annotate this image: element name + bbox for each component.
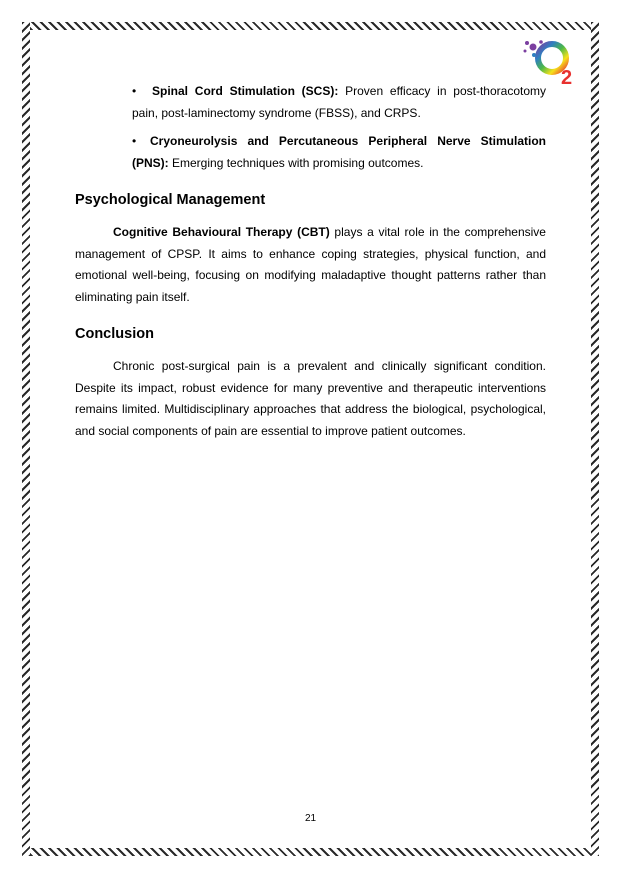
list-item-lead: Cryoneurolysis and Percutaneous Peripheral Nerve Stimulation (PNS): — [132, 134, 546, 170]
page-border-top — [22, 22, 599, 30]
technique-list — [132, 80, 546, 174]
o2-logo-icon — [522, 38, 580, 86]
page-border-left — [22, 22, 30, 856]
list-item-lead: Spinal Cord Stimulation (SCS): — [152, 84, 339, 98]
page-number: 21 — [304, 813, 317, 824]
list-item-text: Emerging techniques with promising outcomes. — [168, 156, 424, 170]
psychological-paragraph — [75, 222, 546, 308]
conclusion-paragraph: Chronic post-surgical pain is a prevalent and clinically significant condition. Despite its impact, robust evidence for many preventive and therapeutic interventions remains limited. Multidisciplinary approaches that address the biological, psychological, and social components of pain are essential to improve patient outcomes. — [75, 359, 546, 438]
page-content — [75, 80, 546, 442]
list-item-text: Proven efficacy in post-thoracotomy pain, post-laminectomy syndrome (FBSS), and CRPS. — [132, 84, 546, 120]
svg-text:2: 2 — [561, 67, 573, 86]
page-border-bottom — [22, 848, 599, 856]
section-heading-conclusion: Conclusion — [75, 326, 154, 342]
bullet-icon: • — [132, 84, 137, 98]
section-heading-psychological: Psychological Management — [75, 192, 266, 208]
list-item — [132, 80, 546, 124]
list-item — [132, 130, 546, 174]
page-border-right — [591, 22, 599, 856]
bullet-icon: • — [132, 134, 137, 148]
psychological-text: plays a vital role in the comprehensive management of CPSP. It aims to enhance coping strategies, physical function, and emotional well-being, focusing on modifying maladaptive thought patterns rather than eliminating pain itself. — [75, 225, 546, 304]
psychological-lead: Cognitive Behavioural Therapy (CBT) — [113, 225, 330, 239]
